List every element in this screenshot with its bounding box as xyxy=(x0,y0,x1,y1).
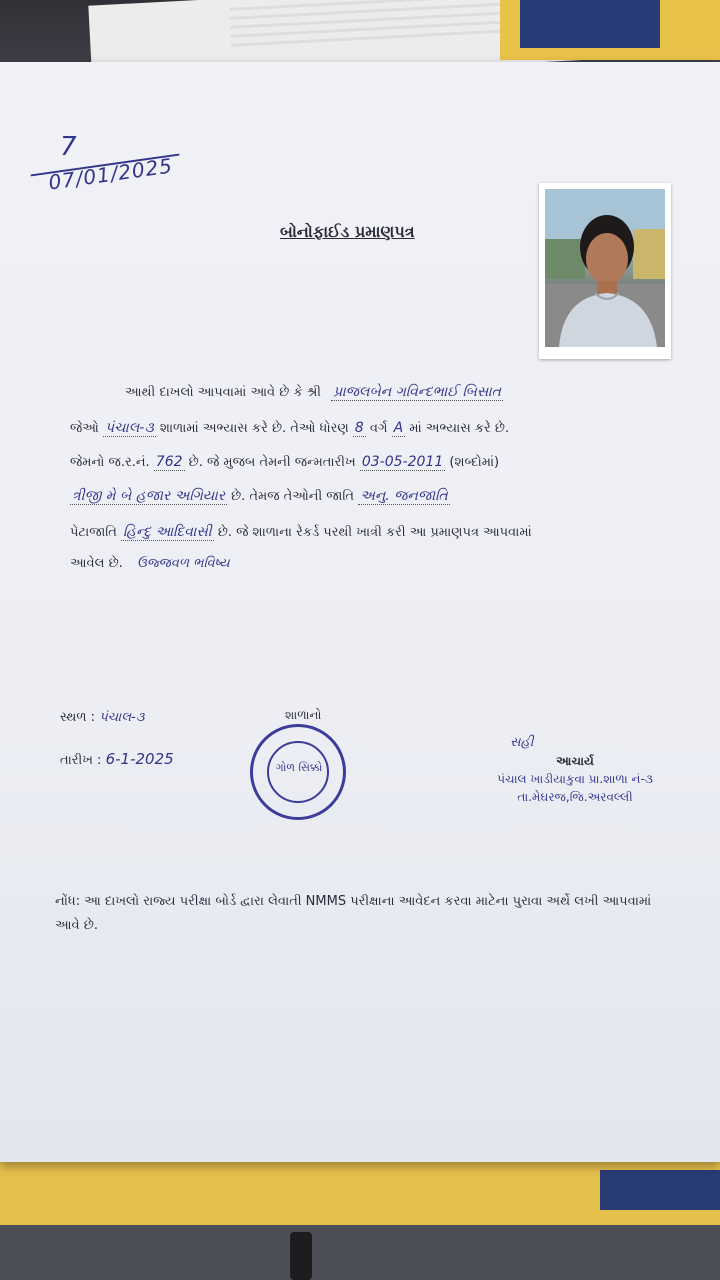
date-value: 6-1-2025 xyxy=(105,750,174,768)
student-name: પ્રાજલબેન ગવિન્દભાઈ બિસાત xyxy=(333,384,501,400)
principal-school: પંચાલ ખાડીયાકુવા પ્રા.શાળા નં-૩ xyxy=(497,772,653,786)
footnote: નોંધ: આ દાખલો રાજ્ય પરીક્ષા બોર્ડ દ્વારા લેવાતી NMMS પરીક્ષાના આવેદન કરવા માટેના પુરાવા અર્થે લખી આપવામાં આવે છે. xyxy=(55,894,652,933)
line2-prefix: જેઓ xyxy=(70,421,99,436)
caste-value: અનુ. જનજાતિ xyxy=(360,488,448,504)
folder-bottom-binding xyxy=(600,1170,720,1210)
principal-address: તા.મેઘરજ,જિ.અરવલ્લી xyxy=(517,790,633,804)
birth-date: 03-05-2011 xyxy=(361,454,444,470)
place-label: સ્થળ : xyxy=(60,710,96,725)
register-number: 762 xyxy=(155,454,183,470)
certificate-paper xyxy=(0,62,720,1162)
portrait-icon xyxy=(545,189,665,347)
floor xyxy=(0,1225,720,1280)
seal-caption: શાળાનો xyxy=(285,708,322,722)
standard-value: 8 xyxy=(354,420,364,436)
line4-mid: છે. તેમજ તેઓની જાતિ xyxy=(231,489,354,504)
line5-suffix: છે. જે શાળાના રેકર્ડ પરથી ખાત્રી કરી આ પ્રમાણપત્ર આપવામાં xyxy=(217,525,532,540)
folder-binding xyxy=(520,0,660,48)
line2-mid: શાળામાં અભ્યાસ કરે છે. તેઓ ધોરણ xyxy=(159,421,349,436)
certificate-line-4 xyxy=(70,488,450,504)
signature: સહી xyxy=(510,735,534,750)
reference-date: 07/01/2025 xyxy=(46,153,175,195)
school-seal xyxy=(250,724,346,820)
place-row xyxy=(60,710,144,725)
sub-caste-value: હિન્દુ આદિવાસી xyxy=(122,524,212,540)
place-value: પંચાલ-૩ xyxy=(99,710,145,725)
remark: ઉજ્જવળ ભવિષ્ય xyxy=(136,556,230,571)
date-label: તારીખ : xyxy=(60,753,102,768)
date-row xyxy=(60,750,174,768)
certificate-line-5 xyxy=(70,524,532,540)
certificate-line-6 xyxy=(70,556,230,571)
signature-block xyxy=(470,734,680,806)
line5-prefix: પેટાજાતિ xyxy=(70,525,117,540)
certificate-line-2 xyxy=(70,420,509,436)
line6-prefix: આવેલ છે. xyxy=(70,556,123,571)
line3-suffix: (શબ્દોમાં) xyxy=(449,455,500,470)
student-photo xyxy=(539,183,671,359)
division-value: A xyxy=(393,420,404,436)
line3-mid: છે. જે મુજબ તેમની જન્મતારીખ xyxy=(188,455,356,470)
seal-text: ગોળ સિક્કો xyxy=(275,761,323,774)
school-name: પંચાલ-૩ xyxy=(104,420,154,436)
student-photo-image xyxy=(545,189,665,347)
birth-date-words: ત્રીજી મે બે હજાર અગિયાર xyxy=(72,488,225,504)
line1-prefix: આથી દાખલો આપવામાં આવે છે કે શ્રી xyxy=(125,385,322,400)
certificate-line-3 xyxy=(70,454,499,470)
line3-prefix: જેમનો જ.ર.નં. xyxy=(70,455,150,470)
reference-number: 7 xyxy=(60,132,77,162)
page-title: બોનોફાઈડ પ્રમાણપત્ર xyxy=(280,222,415,241)
class-label: વર્ગ xyxy=(369,421,388,436)
pen xyxy=(290,1232,312,1280)
line2-suffix: માં અભ્યાસ કરે છે. xyxy=(409,421,510,436)
certificate-line-1 xyxy=(125,384,503,400)
principal-title: આચાર્ય xyxy=(556,754,594,768)
